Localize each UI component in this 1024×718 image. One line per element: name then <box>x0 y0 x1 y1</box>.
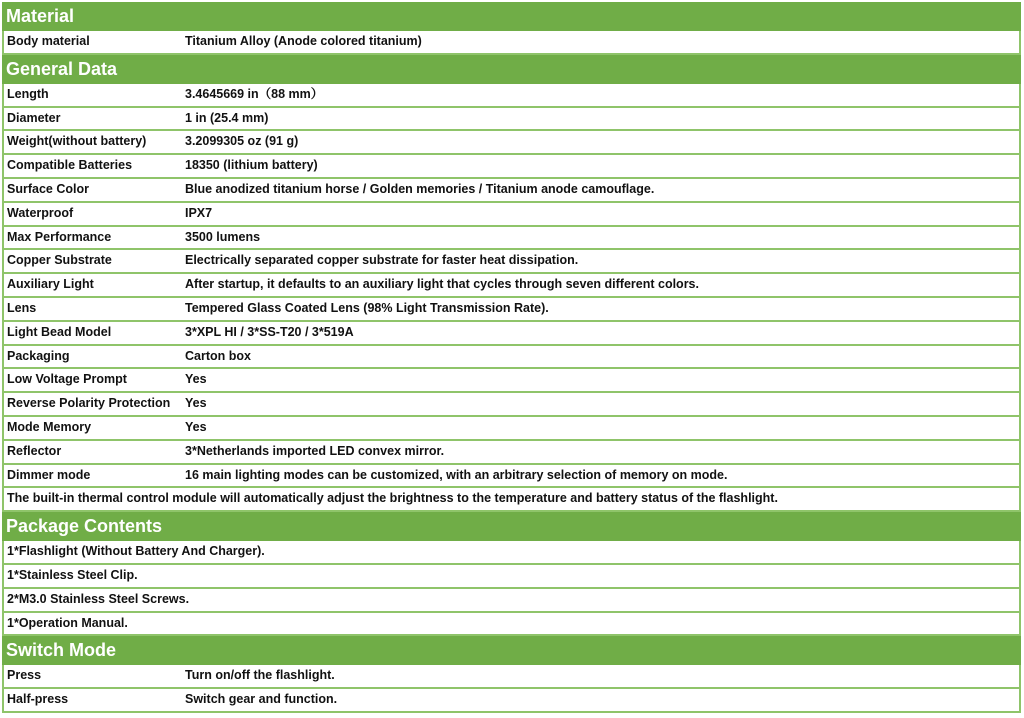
spec-row <box>2 250 1021 274</box>
package-item-row <box>2 541 1021 565</box>
spec-value: Blue anodized titanium horse / Golden memories / Titanium anode camouflage. <box>185 181 655 196</box>
spec-row <box>2 689 1021 713</box>
package-item-row <box>2 589 1021 613</box>
spec-row <box>2 346 1021 370</box>
spec-row <box>2 274 1021 298</box>
spec-value: Carton box <box>185 348 251 363</box>
spec-row <box>2 131 1021 155</box>
spec-label: Length <box>7 86 49 101</box>
package-item-row <box>2 613 1021 637</box>
spec-row <box>2 84 1021 108</box>
package-item-row <box>2 565 1021 589</box>
spec-value: 3500 lumens <box>185 229 261 244</box>
spec-value: 3*XPL HI / 3*SS-T20 / 3*519A <box>185 324 354 339</box>
spec-value: Titanium Alloy (Anode colored titanium) <box>185 34 422 48</box>
spec-row <box>2 155 1021 179</box>
spec-row <box>2 369 1021 393</box>
spec-row <box>2 393 1021 417</box>
spec-value: Switch gear and function. <box>185 692 338 707</box>
spec-label: Reflector <box>7 443 62 458</box>
spec-label: Surface Color <box>7 181 89 196</box>
spec-row <box>2 203 1021 227</box>
spec-label: Light Bead Model <box>7 324 112 339</box>
spec-label: Copper Substrate <box>7 253 112 268</box>
package-item: 1*Stainless Steel Clip. <box>7 567 138 582</box>
spec-value: Tempered Glass Coated Lens (98% Light Transmission Rate). <box>185 300 549 315</box>
spec-value: 18350 (lithium battery) <box>185 158 318 173</box>
spec-label: Auxiliary Light <box>7 277 94 292</box>
spec-label: Dimmer mode <box>7 467 91 482</box>
spec-row <box>2 322 1021 346</box>
package-item: 1*Flashlight (Without Battery And Charger). <box>7 544 265 559</box>
switch-mode-rows <box>2 665 1021 713</box>
spec-value: Yes <box>185 396 207 411</box>
spec-value: After startup, it defaults to an auxiliary light that cycles through seven different colors. <box>185 277 699 292</box>
package-item: 2*M3.0 Stainless Steel Screws. <box>7 591 190 606</box>
package-contents-rows <box>2 541 1021 636</box>
section-header-material: Material <box>2 2 1021 31</box>
thermal-note-row <box>2 488 1021 512</box>
spec-value: Yes <box>185 419 207 434</box>
spec-value: 16 main lighting modes can be customized, with an arbitrary selection of memory on mode. <box>185 467 728 482</box>
spec-label: Body material <box>7 34 90 48</box>
section-header-general-data: General Data <box>2 55 1021 84</box>
spec-label: Max Performance <box>7 229 112 244</box>
spec-row <box>2 665 1021 689</box>
spec-row <box>2 31 1021 55</box>
spec-label: Diameter <box>7 110 61 125</box>
spec-row <box>2 441 1021 465</box>
spec-value: 1 in (25.4 mm) <box>185 110 269 125</box>
spec-value: 3.4645669 in（88 mm） <box>185 86 324 101</box>
spec-value: IPX7 <box>185 205 213 220</box>
spec-label: Reverse Polarity Protection <box>7 396 171 411</box>
section-header-switch-mode: Switch Mode <box>2 636 1021 665</box>
spec-row <box>2 227 1021 251</box>
spec-label: Compatible Batteries <box>7 158 133 173</box>
spec-label: Low Voltage Prompt <box>7 372 127 387</box>
spec-value: Electrically separated copper substrate for faster heat dissipation. <box>185 253 579 268</box>
package-item: 1*Operation Manual. <box>7 615 128 630</box>
spec-label: Waterproof <box>7 205 74 220</box>
spec-row <box>2 298 1021 322</box>
spec-value: 3*Netherlands imported LED convex mirror. <box>185 443 445 458</box>
spec-row <box>2 179 1021 203</box>
spec-label: Packaging <box>7 348 70 363</box>
spec-row <box>2 465 1021 489</box>
spec-value: Yes <box>185 372 207 387</box>
section-header-package-contents: Package Contents <box>2 512 1021 541</box>
spec-sheet <box>2 2 1021 713</box>
spec-row <box>2 417 1021 441</box>
spec-value: 3.2099305 oz (91 g) <box>185 134 299 149</box>
spec-label: Mode Memory <box>7 419 92 434</box>
spec-label: Weight(without battery) <box>7 134 147 149</box>
spec-value: Turn on/off the flashlight. <box>185 668 335 683</box>
thermal-note: The built-in thermal control module will automatically adjust the brightness to the temperature and battery status of the flashlight. <box>7 491 778 506</box>
spec-label: Half-press <box>7 692 69 707</box>
spec-label: Press <box>7 668 42 683</box>
spec-label: Lens <box>7 300 37 315</box>
general-data-rows <box>2 84 1021 489</box>
spec-row <box>2 108 1021 132</box>
